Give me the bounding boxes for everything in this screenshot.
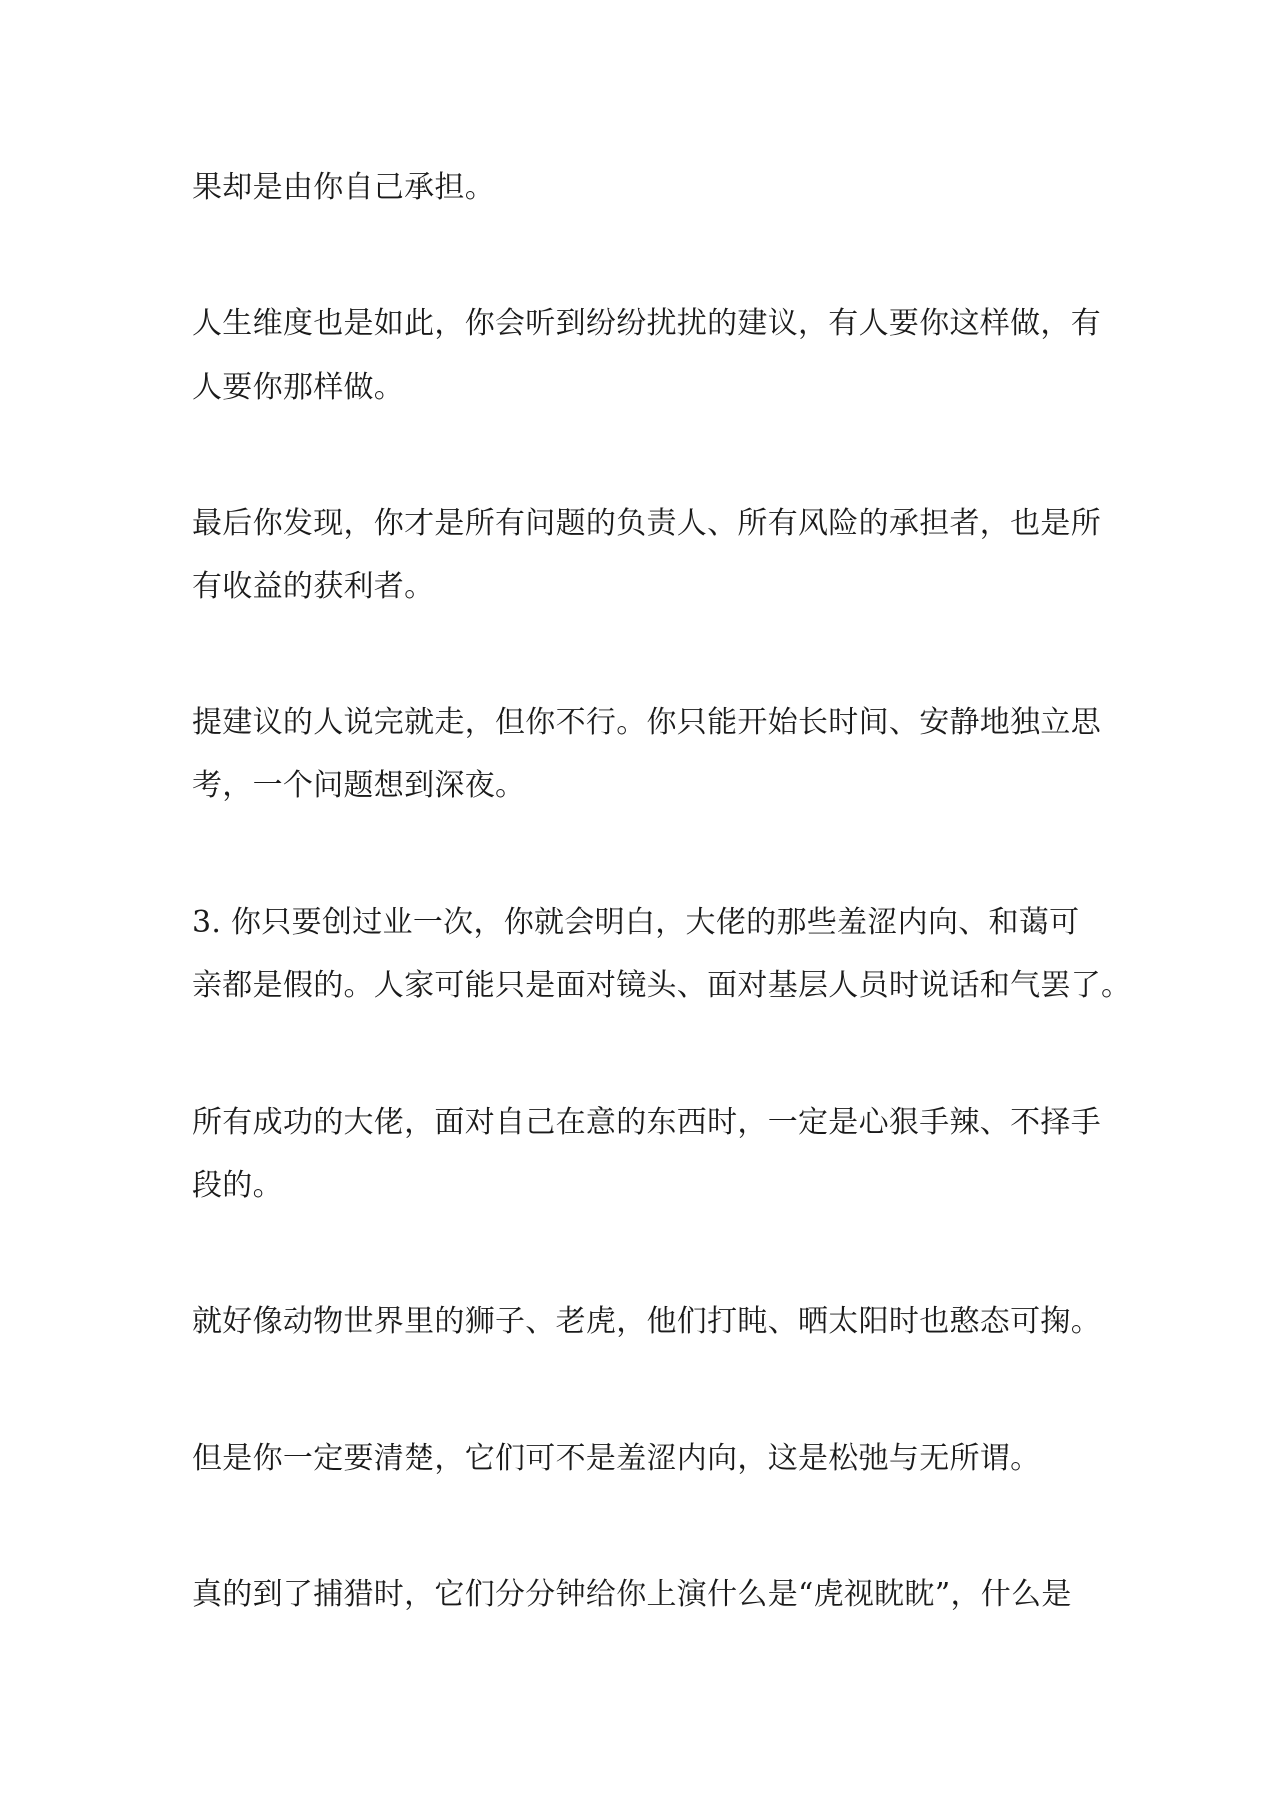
paragraph-3-line-1: 最后你发现，你才是所有问题的负责人、所有风险的承担者，也是所 [192, 506, 1101, 541]
paragraph-5-line-2: 亲都是假的。人家可能只是面对镜头、面对基层人员时说话和气罢了。 [192, 968, 1132, 1003]
paragraph-4-line-2: 考，一个问题想到深夜。 [192, 768, 526, 803]
paragraph-8-line-1: 但是你一定要清楚，它们可不是羞涩内向，这是松弛与无所谓。 [192, 1441, 1041, 1476]
paragraph-5-line-1: 3. 你只要创过业一次，你就会明白，大佬的那些羞涩内向、和蔼可 [192, 905, 1080, 940]
paragraph-7-line-1: 就好像动物世界里的狮子、老虎，他们打盹、晒太阳时也憨态可掬。 [192, 1304, 1101, 1339]
paragraph-4-line-1: 提建议的人说完就走，但你不行。你只能开始长时间、安静地独立思 [192, 705, 1101, 740]
paragraph-6-line-2: 段的。 [192, 1168, 283, 1203]
paragraph-6-line-1: 所有成功的大佬，面对自己在意的东西时，一定是心狠手辣、不择手 [192, 1105, 1101, 1140]
paragraph-2-line-1: 人生维度也是如此，你会听到纷纷扰扰的建议，有人要你这样做，有 [192, 306, 1101, 341]
paragraph-3-line-2: 有收益的获利者。 [192, 569, 435, 604]
paragraph-1-line-1: 果却是由你自己承担。 [192, 170, 495, 205]
paragraph-2-line-2: 人要你那样做。 [192, 370, 405, 405]
paragraph-9-line-1: 真的到了捕猎时，它们分分钟给你上演什么是“虎视眈眈”，什么是 [192, 1577, 1072, 1612]
